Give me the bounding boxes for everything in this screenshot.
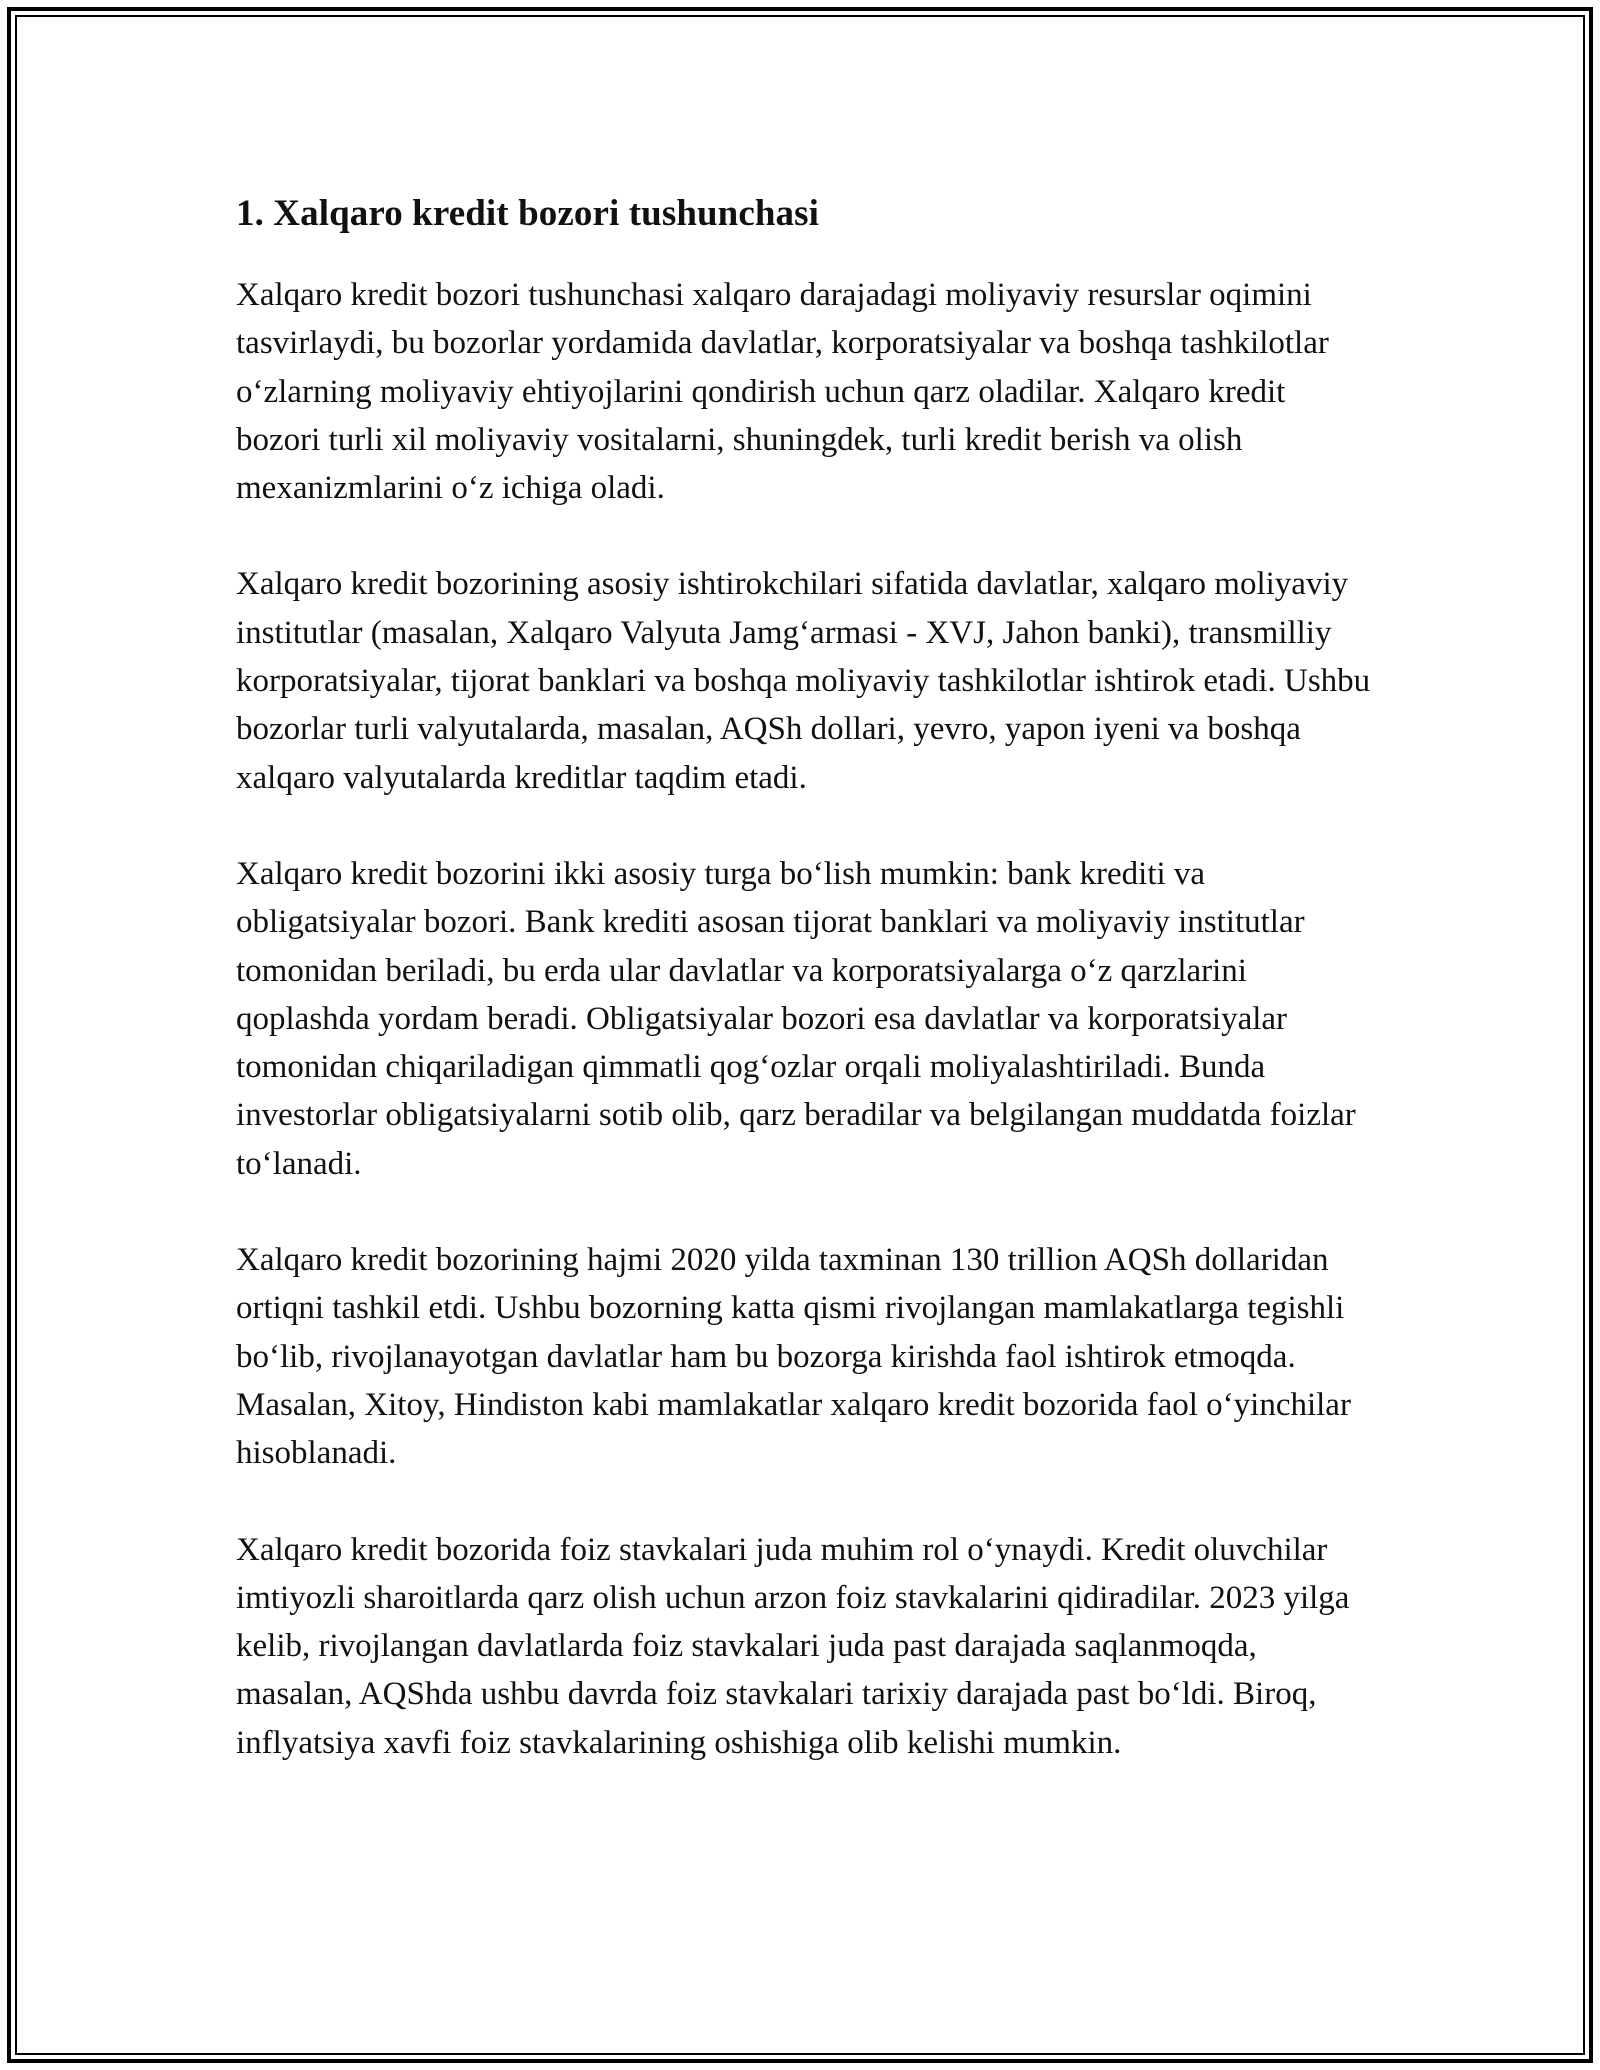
paragraph-4: Xalqaro kredit bozorining hajmi 2020 yilda taxminan 130 trillion AQSh dollaridan ortiqni tashkil etdi. Ushbu bozorning katta qismi rivojlangan mamlakatlarga tegishli bo‘lib, rivojlanayotgan davlatlar ham bu bozorga kirishda faol ishtirok etmoqda. Masalan, Xitoy, Hindiston kabi mamlakatlar xalqaro kredit bozorida faol o‘yinchilar hisoblanadi. xyxy=(236,1242,1351,1472)
paragraph-5: Xalqaro kredit bozorida foiz stavkalari juda muhim rol o‘ynaydi. Kredit oluvchilar imtiyozli sharoitlarda qarz olish uchun arzon foiz stavkalarini qidiradilar. 2023 yilga kelib, rivojlangan davlatlarda foiz stavkalari juda past darajada saqlanmoqda, masalan, AQShda ushbu davrda foiz stavkalari tarixiy darajada past bo‘ldi. Biroq, inflyatsiya xavfi foiz stavkalarining oshishiga olib kelishi mumkin. xyxy=(236,1531,1350,1761)
section-title: 1. Xalqaro kredit bozori tushunchasi xyxy=(236,193,820,234)
paragraph-2: Xalqaro kredit bozorining asosiy ishtirokchilari sifatida davlatlar, xalqaro moliyaviy institutlar (masalan, Xalqaro Valyuta Jamg‘armasi - XVJ, Jahon banki), transmilliy korporatsiyalar, tijorat banklari va boshqa moliyaviy tashkilotlar ishtirok etadi. Ushbu bozorlar turli valyutalarda, masalan, AQSh dollari, yevro, yapon iyeni va boshqa xalqaro valyutalarda kreditlar taqdim etadi. xyxy=(236,566,1371,796)
paragraph-1: Xalqaro kredit bozori tushunchasi xalqaro darajadagi moliyaviy resurslar oqimini tasvirlaydi, bu bozorlar yordamida davlatlar, korporatsiyalar va boshqa tashkilotlar o‘zlarning moliyaviy ehtiyojlarini qondirish uchun qarz oladilar. Xalqaro kredit bozori turli xil moliyaviy vositalarni, shuningdek, turli kredit berish va olish mexanizmlarini o‘z ichiga oladi. xyxy=(236,277,1329,507)
document-body xyxy=(236,185,1376,1815)
paragraph-3: Xalqaro kredit bozorini ikki asosiy turga bo‘lish mumkin: bank krediti va obligatsiyalar bozori. Bank krediti asosan tijorat banklari va moliyaviy institutlar tomonidan beriladi, bu erda ular davlatlar va korporatsiyalarga o‘z qarzlarini qoplashda yordam beradi. Obligatsiyalar bozori esa davlatlar va korporatsiyalar tomonidan chiqariladigan qimmatli qog‘ozlar orqali moliyalashtiriladi. Bunda investorlar obligatsiyalarni sotib olib, qarz beradilar va belgilangan muddatda foizlar to‘lanadi. xyxy=(236,855,1356,1182)
